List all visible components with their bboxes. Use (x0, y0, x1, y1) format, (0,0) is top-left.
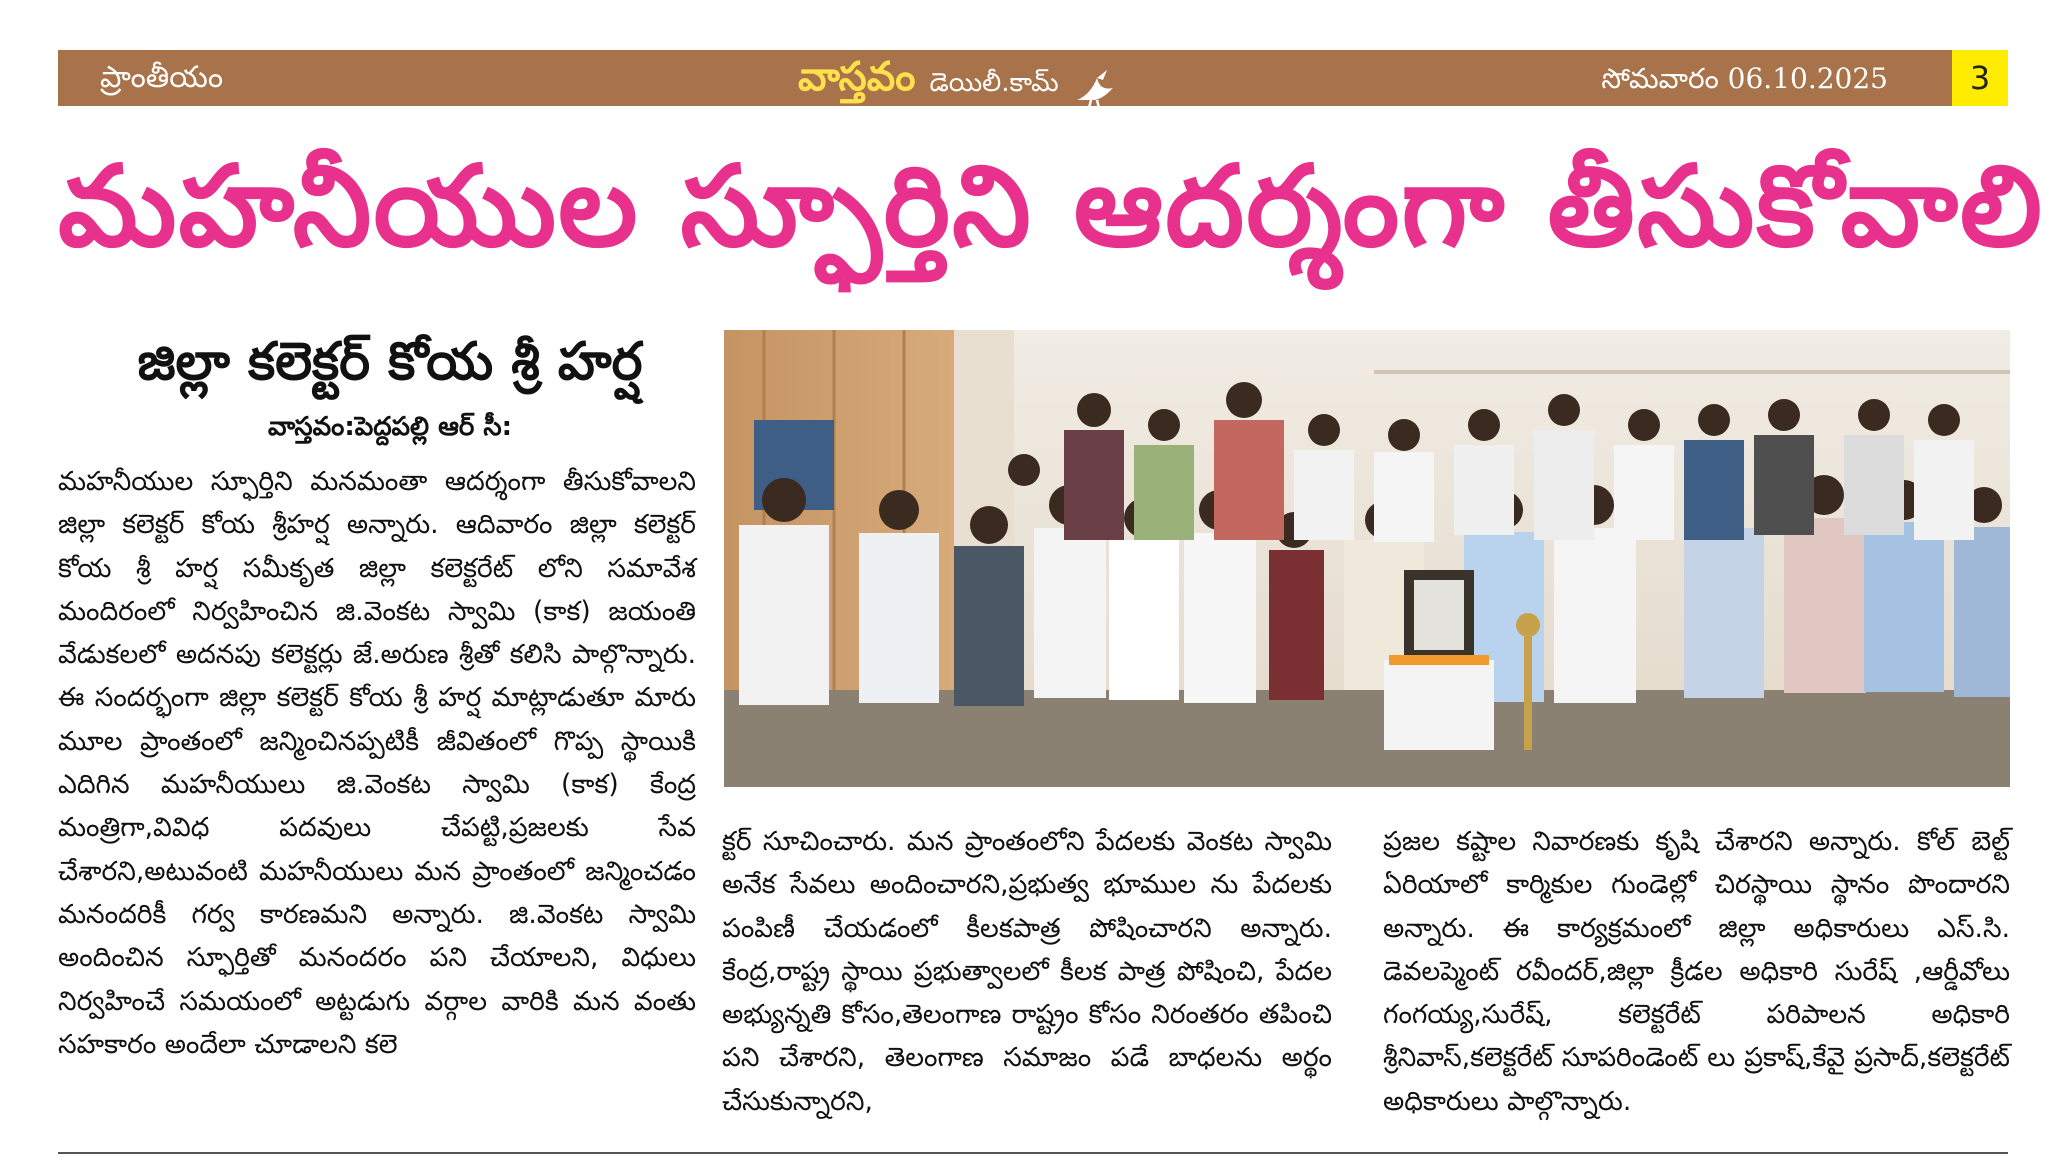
masthead-title: వాస్తవం (798, 54, 916, 100)
group-photo-illustration (724, 330, 2010, 787)
article-column-1: మహనీయుల స్ఫూర్తిని మనమంతా ఆదర్శంగా తీసుకోవాలని జిల్లా కలెక్టర్ కోయ శ్రీహర్ష అన్నారు. ఆదివారం జిల్లా కలెక్టర్ కోయ శ్రీ హర్ష సమీకృత జిల్లా కలెక్టరేట్ లోని సమావేశ మందిరంలో నిర్వహించిన జి.వెంకట స్వామి (కాక) జయంతి వేడుకలలో అదనపు కలెక్టర్లు జే.అరుణ శ్రీతో కలిసి పాల్గొన్నారు. ఈ సందర్భంగా జిల్లా కలెక్టర్ కోయ శ్రీ హర్ష మాట్లాడుతూ మారు మూల ప్రాంతంలో జన్మించినప్పటికీ జీవితంలో గొప్ప స్థాయికి ఎదిగిన మహనీయులు జి.వెంకట స్వామి (కాక) కేంద్ర మంత్రిగా,వివిధ పదవులు చేపట్టి,ప్రజలకు సేవ చేశారని,అటువంటి మహనీయులు మన ప్రాంతంలో జన్మించడం మనందరికీ గర్వ కారణమని అన్నారు. జి.వెంకట స్వామి అందించిన స్ఫూర్తితో మనందరం పని చేయాలని, విధులు నిర్వహించే సమయంలో అట్టడుగు వర్గాల వారికి మన వంతు సహకారం అందేలా చూడాలని కలె (58, 466, 696, 1060)
article-dateline: వాస్తవం:పెద్దపల్లి ఆర్ సీ: (267, 412, 513, 442)
masthead (798, 54, 1119, 110)
article-column-3: ప్రజల కష్టాల నివారణకు కృషి చేశారని అన్నారు. కోల్ బెల్ట్ ఏరియాలో కార్మికుల గుండెల్లో చిరస్థాయి స్థానం పొందారని అన్నారు. ఈ కార్యక్రమంలో జిల్లా అధికారులు ఎస్.సి. డెవలప్మెంట్ రవీందర్,జిల్లా క్రీడల అధికారి సురేష్ ,ఆర్డీవోలు గంగయ్య,సురేష్, కలెక్టరేట్ పరిపాలన అధికారి శ్రీనివాస్,కలెక్టరేట్ సూపరిండెంట్ లు ప్రకాష్,కేవై ప్రసాద్,కలెక్టరేట్ అధికారులు పాల్గొన్నారు. (1383, 826, 2010, 1117)
bird-logo-icon (1073, 66, 1119, 110)
article-column-2: క్టర్ సూచించారు. మన ప్రాంతంలోని పేదలకు వెంకట స్వామి అనేక సేవలు అందించారని,ప్రభుత్వ భూముల ను పేదలకు పంపిణీ చేయడంలో కీలకపాత్ర పోషించారని అన్నారు. కేంద్ర,రాష్ట్ర స్థాయి ప్రభుత్వాలలో కీలక పాత్ర పోషించి, పేదల అభ్యున్నతి కోసం,తెలంగాణ రాష్ట్రం కోసం నిరంతరం తపించి పని చేశారని, తెలంగాణ సమాజం పడే బాధలను అర్థం చేసుకున్నారని, (722, 826, 1332, 1117)
section-label: ప్రాంతీయం (100, 60, 224, 95)
event-photo (724, 330, 2010, 787)
article-headline: మహనీయుల స్ఫూర్తిని ఆదర్శంగా తీసుకోవాలి (58, 142, 2044, 272)
page-header-band (58, 50, 2008, 106)
bottom-rule (58, 1152, 2008, 1154)
page-number-badge: 3 (1952, 50, 2008, 106)
issue-date: సోమవారం 06.10.2025 (1601, 62, 1888, 95)
masthead-suffix: డెయిలీ.కామ్ (929, 68, 1059, 98)
article-subhead: జిల్లా కలెక్టర్ కోయ శ్రీ హర్ష (137, 332, 643, 392)
